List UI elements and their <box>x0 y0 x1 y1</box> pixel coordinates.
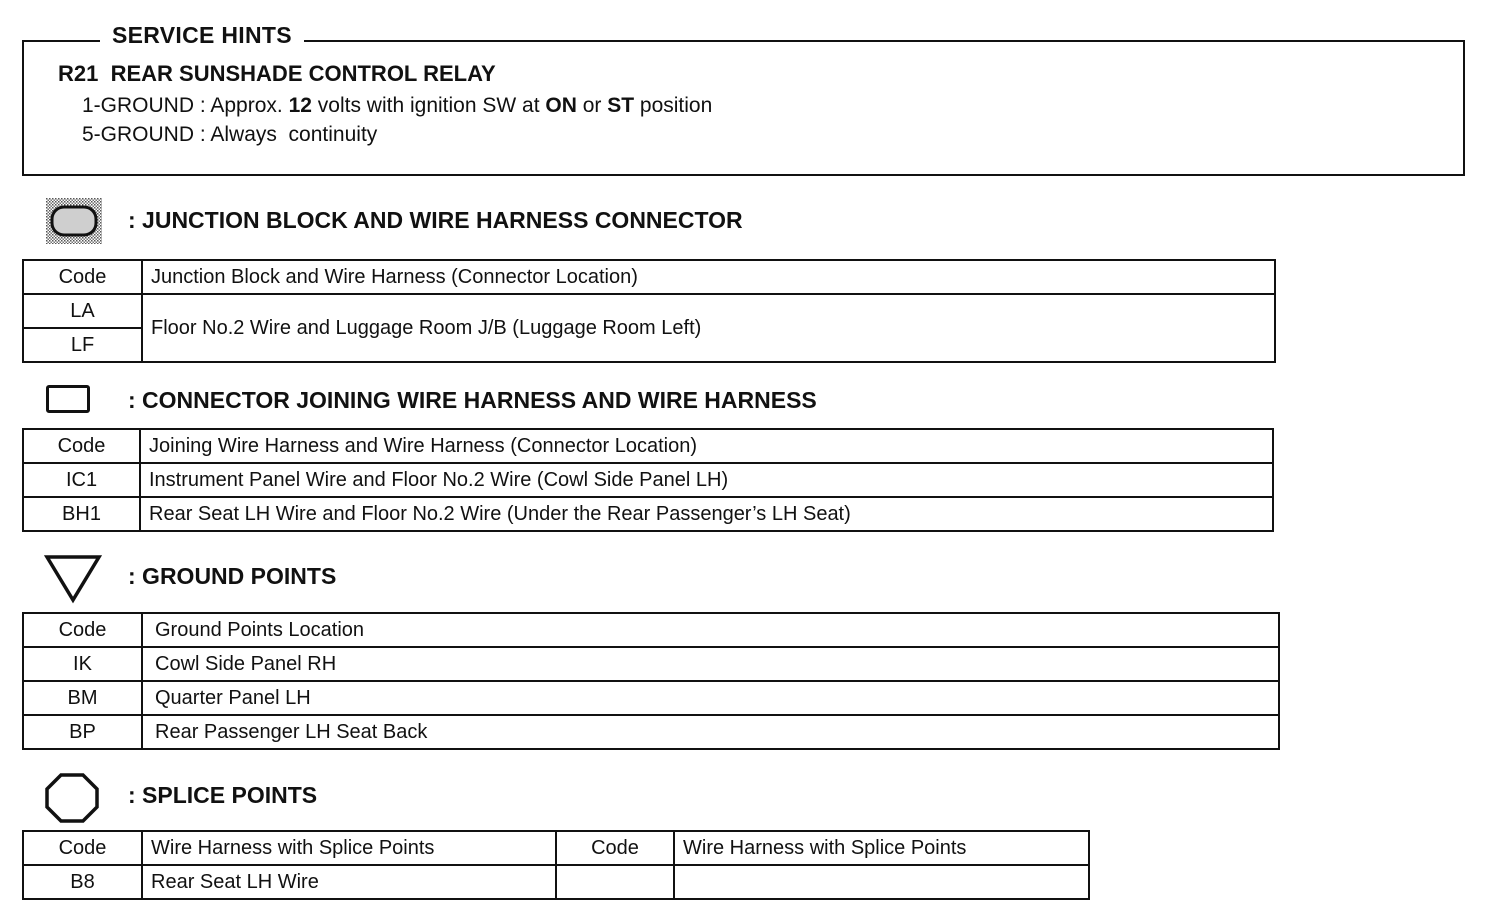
desc-cell: Cowl Side Panel RH <box>142 647 1279 681</box>
table-header-row <box>23 429 1273 463</box>
code-cell: BM <box>23 681 142 715</box>
table-row <box>23 497 1273 531</box>
splice-points-title: : SPLICE POINTS <box>128 782 318 808</box>
header-code-2: Code <box>556 831 674 865</box>
inverted-triangle-icon <box>44 554 102 604</box>
table-row <box>23 865 1089 899</box>
desc-cell: Quarter Panel LH <box>142 681 1279 715</box>
desc-cell: Instrument Panel Wire and Floor No.2 Wire (Cowl Side Panel LH) <box>140 463 1273 497</box>
code-cell-2 <box>556 865 674 899</box>
code-cell: IK <box>23 647 142 681</box>
header-desc: Junction Block and Wire Harness (Connector Location) <box>142 260 1275 294</box>
service-hints-legend: SERVICE HINTS <box>100 22 304 49</box>
desc-cell: Rear Seat LH Wire and Floor No.2 Wire (Under the Rear Passenger’s LH Seat) <box>140 497 1273 531</box>
header-code: Code <box>23 831 142 865</box>
shaded-rounded-rect-icon <box>46 198 102 244</box>
hint-line-1: 1-GROUND : Approx. 12 volts with ignition SW at ON or ST position <box>82 94 713 117</box>
table-row <box>23 463 1273 497</box>
rectangle-icon <box>46 385 90 413</box>
code-cell: LF <box>23 328 142 362</box>
header-code: Code <box>23 613 142 647</box>
connector-table <box>22 428 1274 532</box>
table-row <box>23 294 1275 328</box>
desc-cell: Floor No.2 Wire and Luggage Room J/B (Luggage Room Left) <box>142 294 1275 362</box>
header-desc: Wire Harness with Splice Points <box>142 831 556 865</box>
table-header-row <box>23 260 1275 294</box>
code-cell: IC1 <box>23 463 140 497</box>
table-header-row <box>23 613 1279 647</box>
hint-terminal: 5-GROUND <box>82 123 195 146</box>
hint-terminal: 1-GROUND <box>82 94 195 117</box>
ground-points-title: : GROUND POINTS <box>128 563 337 589</box>
desc-cell-2 <box>674 865 1089 899</box>
header-desc: Ground Points Location <box>142 613 1279 647</box>
relay-title: R21 REAR SUNSHADE CONTROL RELAY <box>58 61 496 86</box>
table-row <box>23 681 1279 715</box>
code-cell: BH1 <box>23 497 140 531</box>
header-desc: Joining Wire Harness and Wire Harness (Connector Location) <box>140 429 1273 463</box>
desc-cell: Rear Seat LH Wire <box>142 865 556 899</box>
header-code: Code <box>23 260 142 294</box>
header-desc-2: Wire Harness with Splice Points <box>674 831 1089 865</box>
code-cell: LA <box>23 294 142 328</box>
junction-block-table <box>22 259 1276 363</box>
ground-points-table <box>22 612 1280 750</box>
desc-cell: Rear Passenger LH Seat Back <box>142 715 1279 749</box>
junction-block-title: : JUNCTION BLOCK AND WIRE HARNESS CONNECTOR <box>128 207 743 233</box>
code-cell: BP <box>23 715 142 749</box>
hint-line-2: 5-GROUND : Always continuity <box>82 123 378 146</box>
code-cell: B8 <box>23 865 142 899</box>
table-row <box>23 715 1279 749</box>
connector-title: : CONNECTOR JOINING WIRE HARNESS AND WIRE HARNESS <box>128 387 817 413</box>
table-row <box>23 647 1279 681</box>
table-header-row <box>23 831 1089 865</box>
header-code: Code <box>23 429 140 463</box>
octagon-icon <box>44 772 100 824</box>
splice-points-table <box>22 830 1090 900</box>
